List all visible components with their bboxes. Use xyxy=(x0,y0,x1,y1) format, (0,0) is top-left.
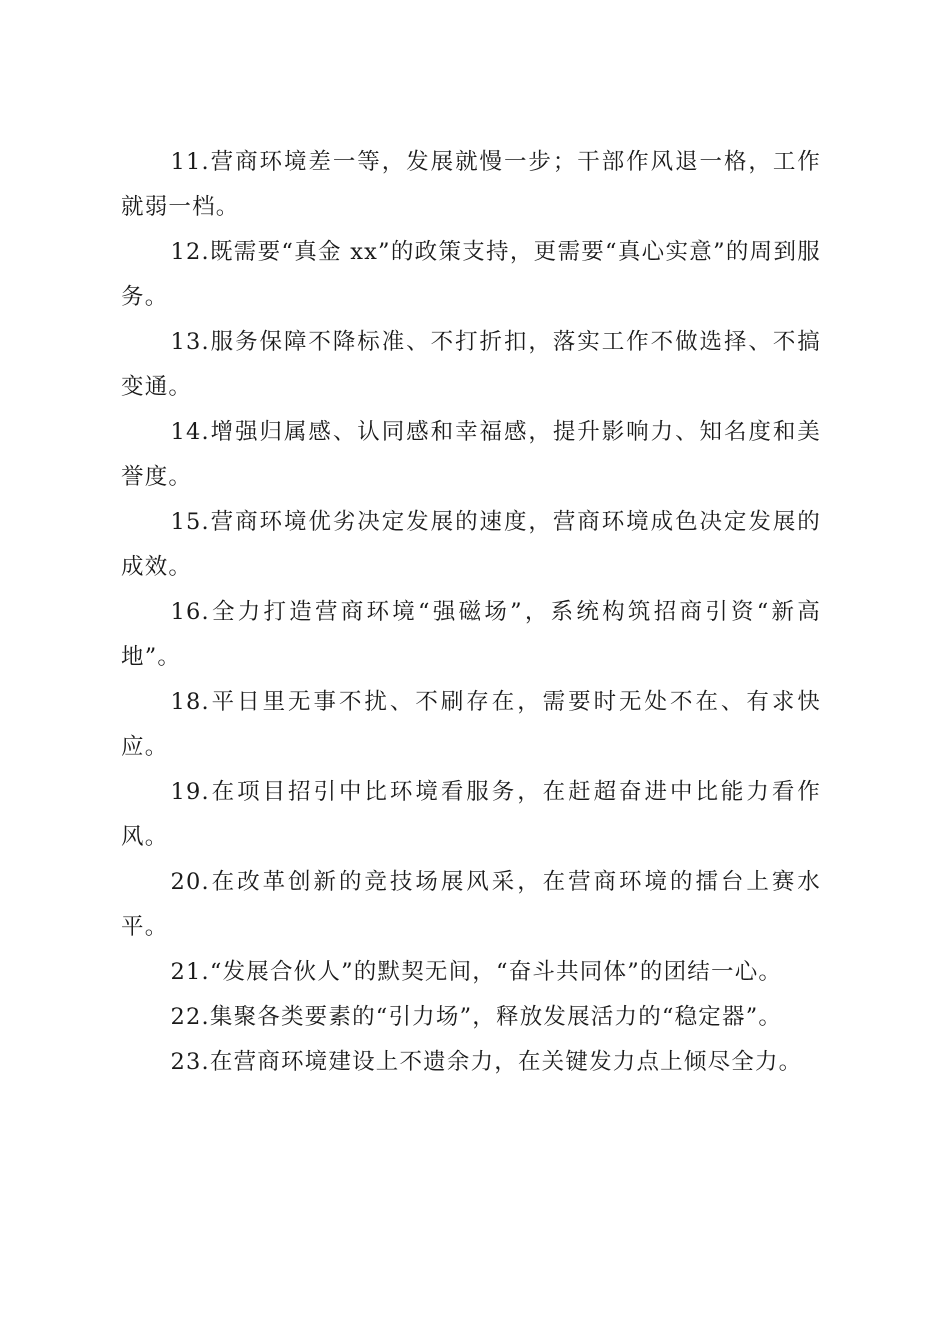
list-item: 23.在营商环境建设上不遗余力，在关键发力点上倾尽全力。 xyxy=(170,1049,803,1075)
list-item: 11.营商环境差一等，发展就慢一步；干部作风退一格，工作就弱一档。 xyxy=(121,149,821,220)
list-item: 20.在改革创新的竞技场展风采，在营商环境的擂台上赛水平。 xyxy=(121,869,821,940)
list-item: 16.全力打造营商环境“强磁场”，系统构筑招商引资“新高地”。 xyxy=(121,599,821,670)
list-item: 15.营商环境优劣决定发展的速度，营商环境成色决定发展的成效。 xyxy=(121,509,821,580)
list-item: 12.既需要“真金 xx”的政策支持，更需要“真心实意”的周到服务。 xyxy=(121,239,821,310)
list-item: 18.平日里无事不扰、不刷存在，需要时无处不在、有求快应。 xyxy=(121,689,821,760)
list-item: 14.增强归属感、认同感和幸福感，提升影响力、知名度和美誉度。 xyxy=(121,419,821,490)
list-item: 13.服务保障不降标准、不打折扣，落实工作不做选择、不搞变通。 xyxy=(121,329,821,400)
list-item: 22.集聚各类要素的“引力场”，释放发展活力的“稳定器”。 xyxy=(170,1004,783,1030)
document-body xyxy=(121,140,821,1085)
list-item: 21.“发展合伙人”的默契无间，“奋斗共同体”的团结一心。 xyxy=(170,959,783,985)
list-item: 19.在项目招引中比环境看服务，在赶超奋进中比能力看作风。 xyxy=(121,779,821,850)
